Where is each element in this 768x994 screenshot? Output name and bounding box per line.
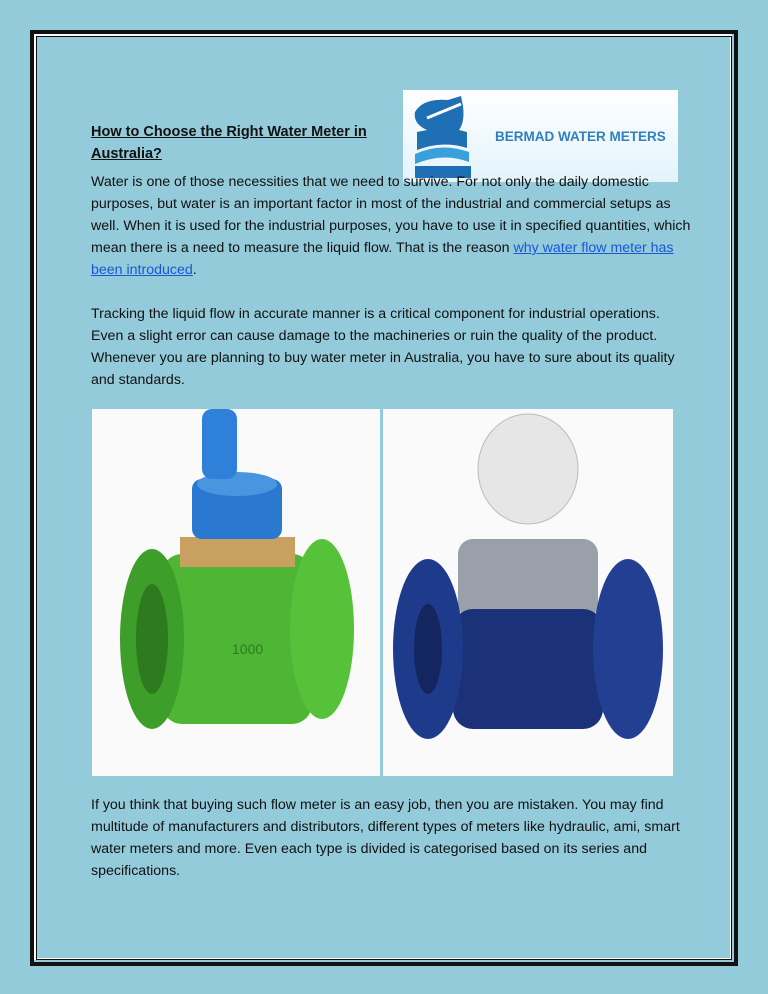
document-title: How to Choose the Right Water Meter in Australia? <box>91 124 367 162</box>
paragraph-2: Tracking the liquid flow in accurate manner is a critical component for industrial operations. Even a slight error can cause damage to the machineries or ruin the quality of the product. Whenever you are planning to buy water meter in Australia, you have to sure about its quality and standards. <box>91 306 675 388</box>
meter-photos <box>92 409 696 776</box>
paragraph-1-end: . <box>192 262 197 278</box>
paragraph-3: If you think that buying such flow meter is an easy job, then you are mistaken. You may find multitude of manufacturers and distributors, different types of meters like hydraulic, ami, smart water meters and more. Even each type is divided is categorised based on its series and specifications. <box>91 797 680 879</box>
logo-brand-text: BERMAD WATER METERS <box>495 128 666 144</box>
meter-size-label: 1000 <box>232 641 264 657</box>
paragraph-1-text: Water is one of those necessities that we need to survive. For not only the daily domestic purposes, but water is an important factor in most of the industrial and commercial setups as well. When it is used for the industrial purposes, you have to use it in specified quantities, which mean there is a need to measure the liquid flow. That is the reason <box>91 174 691 256</box>
water-flow-meter-link[interactable]: why water flow meter has been introduced <box>91 240 674 278</box>
paragraph-1 <box>91 171 696 281</box>
blue-water-meter-photo <box>383 409 673 776</box>
green-water-meter-photo <box>92 409 380 776</box>
document-body <box>91 121 696 882</box>
